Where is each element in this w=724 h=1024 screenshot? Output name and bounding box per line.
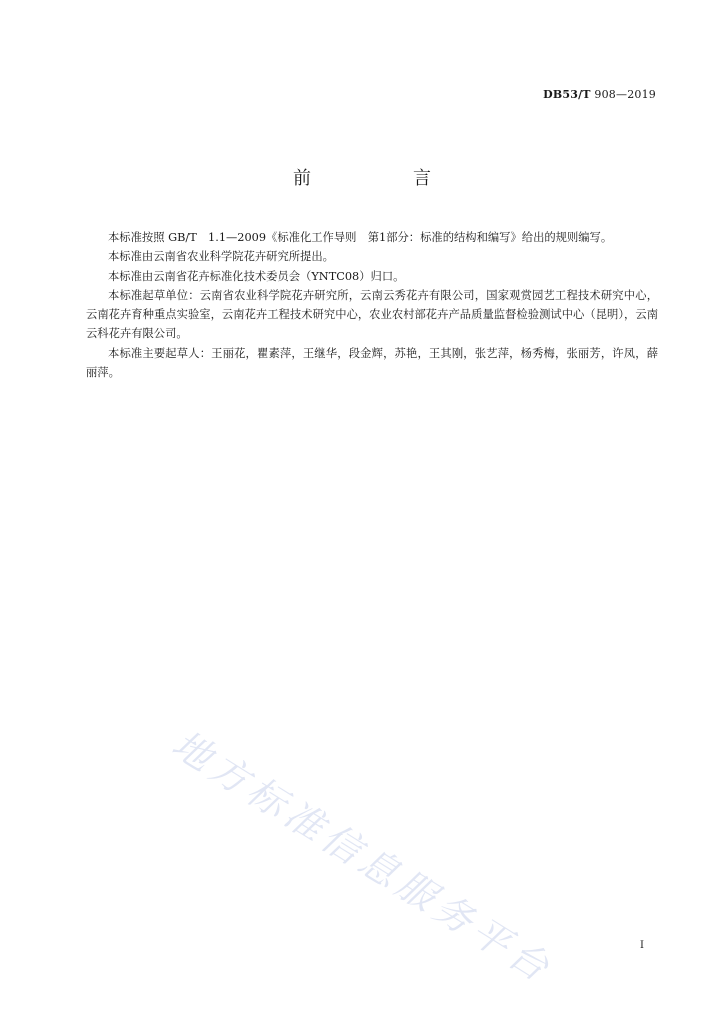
paragraph-proposer: 本标准由云南省农业科学院花卉研究所提出。 [108, 250, 334, 264]
paragraph-administrator: 本标准由云南省花卉标准化技术委员会（YNTC08）归口。 [108, 269, 405, 283]
standard-code-number: 908—2019 [594, 88, 656, 101]
page-title: 前 言 [293, 168, 473, 189]
paragraph-drafters: 本标准主要起草人：王丽花，瞿素萍，王继华，段金辉，苏艳，王其刚，张艺萍，杨秀梅，张丽芳，许凤，薛丽萍。 [86, 346, 658, 380]
paragraph-drafting-rules: 本标准按照 GB/T 1.1—2009《标准化工作导则 第1部分：标准的结构和编写》给出的规则编写。 [108, 231, 613, 244]
page-number: I [640, 940, 644, 951]
paragraph-drafting-units: 本标准起草单位：云南省农业科学院花卉研究所，云南云秀花卉有限公司，国家观赏园艺工程技术研究中心，云南花卉育种重点实验室，云南花卉工程技术研究中心，农业农村部花卉产品质量监督检验测试中心（昆明），云南云科花卉有限公司。 [86, 288, 658, 341]
standard-code [543, 88, 656, 101]
watermark: 地方标准信息服务平台 [164, 721, 561, 993]
foreword-body [86, 228, 658, 382]
standard-code-prefix: DB53/T [543, 88, 591, 101]
